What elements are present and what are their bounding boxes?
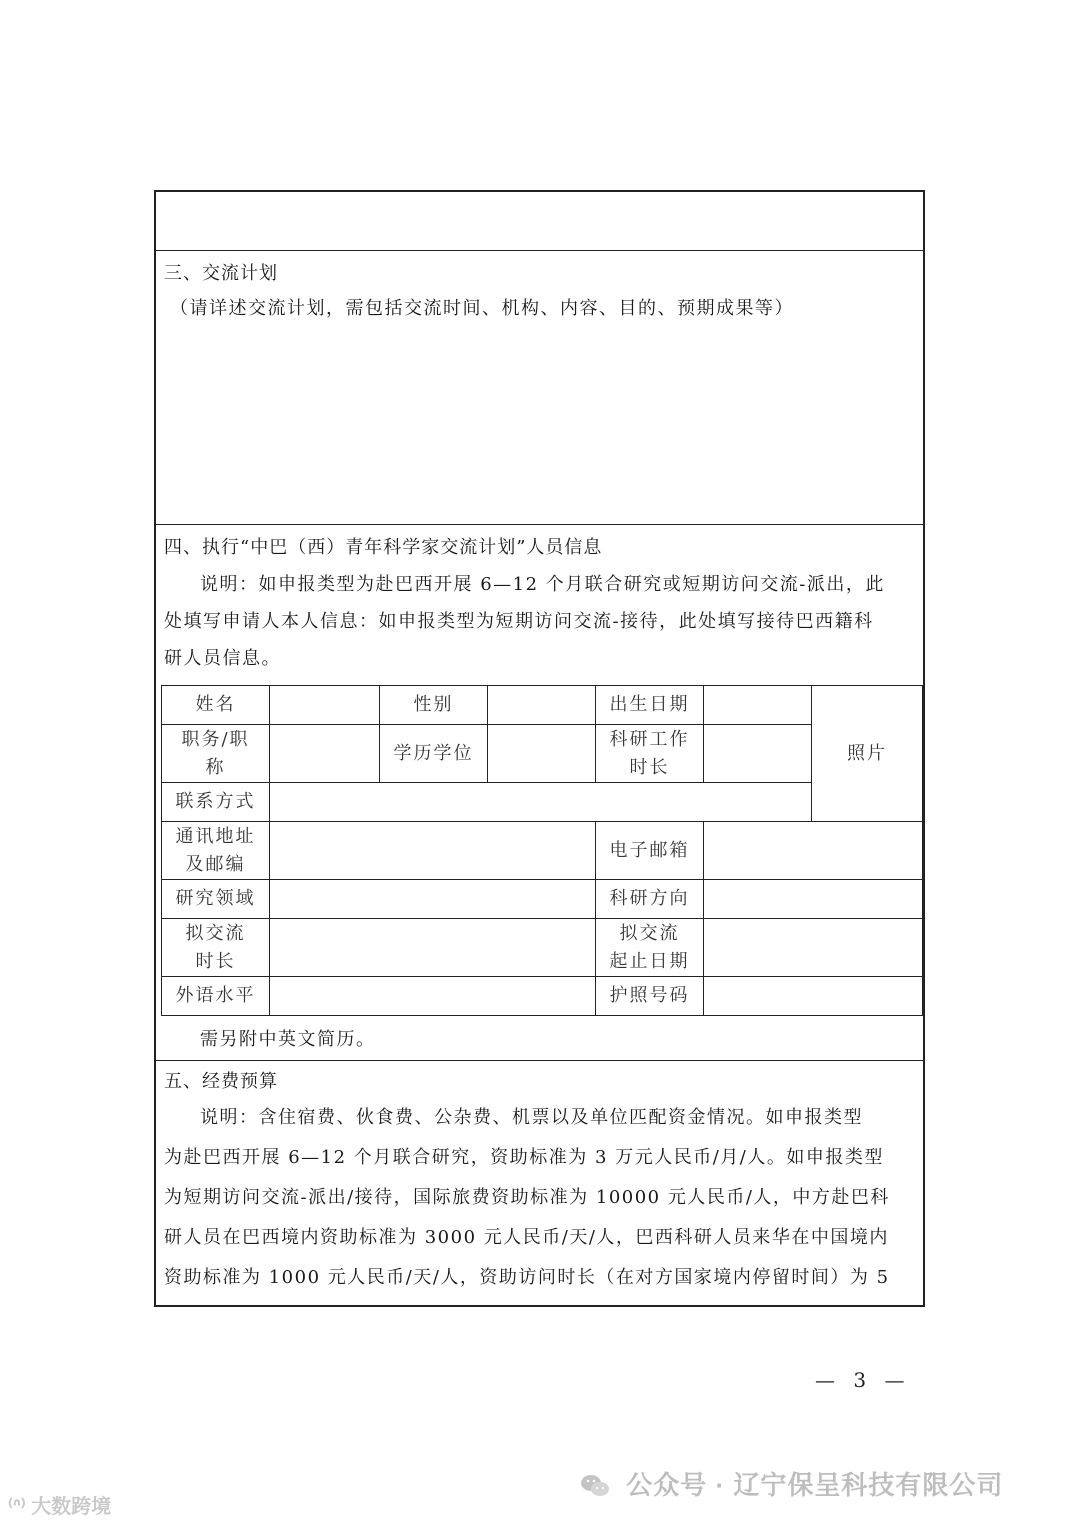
passport-label: 护照号码 — [596, 977, 704, 1016]
address-field[interactable] — [270, 822, 596, 880]
title-label: 职务/职 称 — [162, 725, 270, 783]
dates-field[interactable] — [704, 919, 923, 977]
previous-section-tail — [156, 192, 923, 251]
cv-note: 需另附中英文简历。 — [200, 1029, 376, 1050]
form-frame — [154, 190, 925, 1307]
section-heading: 五、经费预算 — [164, 1071, 278, 1092]
description-line: 说明：如申报类型为赴巴西开展 6—12 个月联合研究或短期访问交流-派出，此 — [200, 574, 885, 595]
research-years-label: 科研工作 时长 — [596, 725, 704, 783]
description-line: 资助标准为 1000 元人民币/天/人，资助访问时长（在对方国家境内停留时间）为 5 — [164, 1267, 890, 1288]
description-line: 为短期访问交流-派出/接待，国际旅费资助标准为 10000 元人民币/人，中方赴巴科 — [164, 1187, 890, 1208]
language-field[interactable] — [270, 977, 596, 1016]
gender-label: 性别 — [380, 686, 488, 725]
section-personnel-info — [156, 525, 923, 1061]
section-heading: 四、执行“中巴（西）青年科学家交流计划”人员信息 — [164, 537, 603, 558]
research-years-field[interactable] — [704, 725, 812, 783]
section-heading: 三、交流计划 — [164, 263, 278, 284]
passport-field[interactable] — [704, 977, 923, 1016]
table-row — [162, 725, 923, 783]
section-exchange-plan — [156, 251, 923, 525]
gender-field[interactable] — [488, 686, 596, 725]
description-line: 说明：含住宿费、伙食费、公杂费、机票以及单位匹配资金情况。如申报类型 — [200, 1107, 863, 1128]
name-label: 姓名 — [162, 686, 270, 725]
title-field[interactable] — [270, 725, 380, 783]
field-field[interactable] — [270, 880, 596, 919]
table-row — [162, 880, 923, 919]
description-line: 处填写申请人本人信息：如申报类型为短期访问交流-接待，此处填写接待巴西籍科 — [164, 611, 874, 632]
page-number: — 3 — — [815, 1368, 911, 1392]
degree-field[interactable] — [488, 725, 596, 783]
duration-field[interactable] — [270, 919, 596, 977]
wechat-icon — [580, 1473, 610, 1499]
table-row — [162, 686, 923, 725]
photo-cell[interactable]: 照片 — [812, 686, 923, 822]
degree-label: 学历学位 — [380, 725, 488, 783]
field-label: 研究领域 — [162, 880, 270, 919]
personnel-table — [161, 685, 923, 1016]
birth-date-field[interactable] — [704, 686, 812, 725]
section-budget — [156, 1061, 923, 1305]
language-label: 外语水平 — [162, 977, 270, 1016]
name-field[interactable] — [270, 686, 380, 725]
dates-label: 拟交流 起止日期 — [596, 919, 704, 977]
description-line: 研人员信息。 — [164, 648, 281, 669]
table-row — [162, 783, 923, 822]
contact-field[interactable] — [270, 783, 812, 822]
description-line: 为赴巴西开展 6—12 个月联合研究，资助标准为 3 万元人民币/月/人。如申报类型 — [164, 1147, 884, 1168]
birth-date-label: 出生日期 — [596, 686, 704, 725]
watermark-right: 公众号 · 辽宁保呈科技有限公司 — [580, 1465, 1003, 1502]
section-note: （请详述交流计划，需包括交流时间、机构、内容、目的、预期成果等） — [170, 298, 794, 319]
description-line: 研人员在巴西境内资助标准为 3000 元人民币/天/人，巴西科研人员来华在中国境内 — [164, 1227, 889, 1248]
table-row — [162, 822, 923, 880]
watermark-logo-icon: ⁽ᐢ⁾ — [8, 1496, 26, 1518]
watermark-left: ⁽ᐢ⁾ 大数跨境 — [8, 1496, 112, 1518]
duration-label: 拟交流 时长 — [162, 919, 270, 977]
email-field[interactable] — [704, 822, 923, 880]
contact-label: 联系方式 — [162, 783, 270, 822]
table-row — [162, 977, 923, 1016]
address-label: 通讯地址 及邮编 — [162, 822, 270, 880]
table-row — [162, 919, 923, 977]
email-label: 电子邮箱 — [596, 822, 704, 880]
direction-field[interactable] — [704, 880, 923, 919]
direction-label: 科研方向 — [596, 880, 704, 919]
